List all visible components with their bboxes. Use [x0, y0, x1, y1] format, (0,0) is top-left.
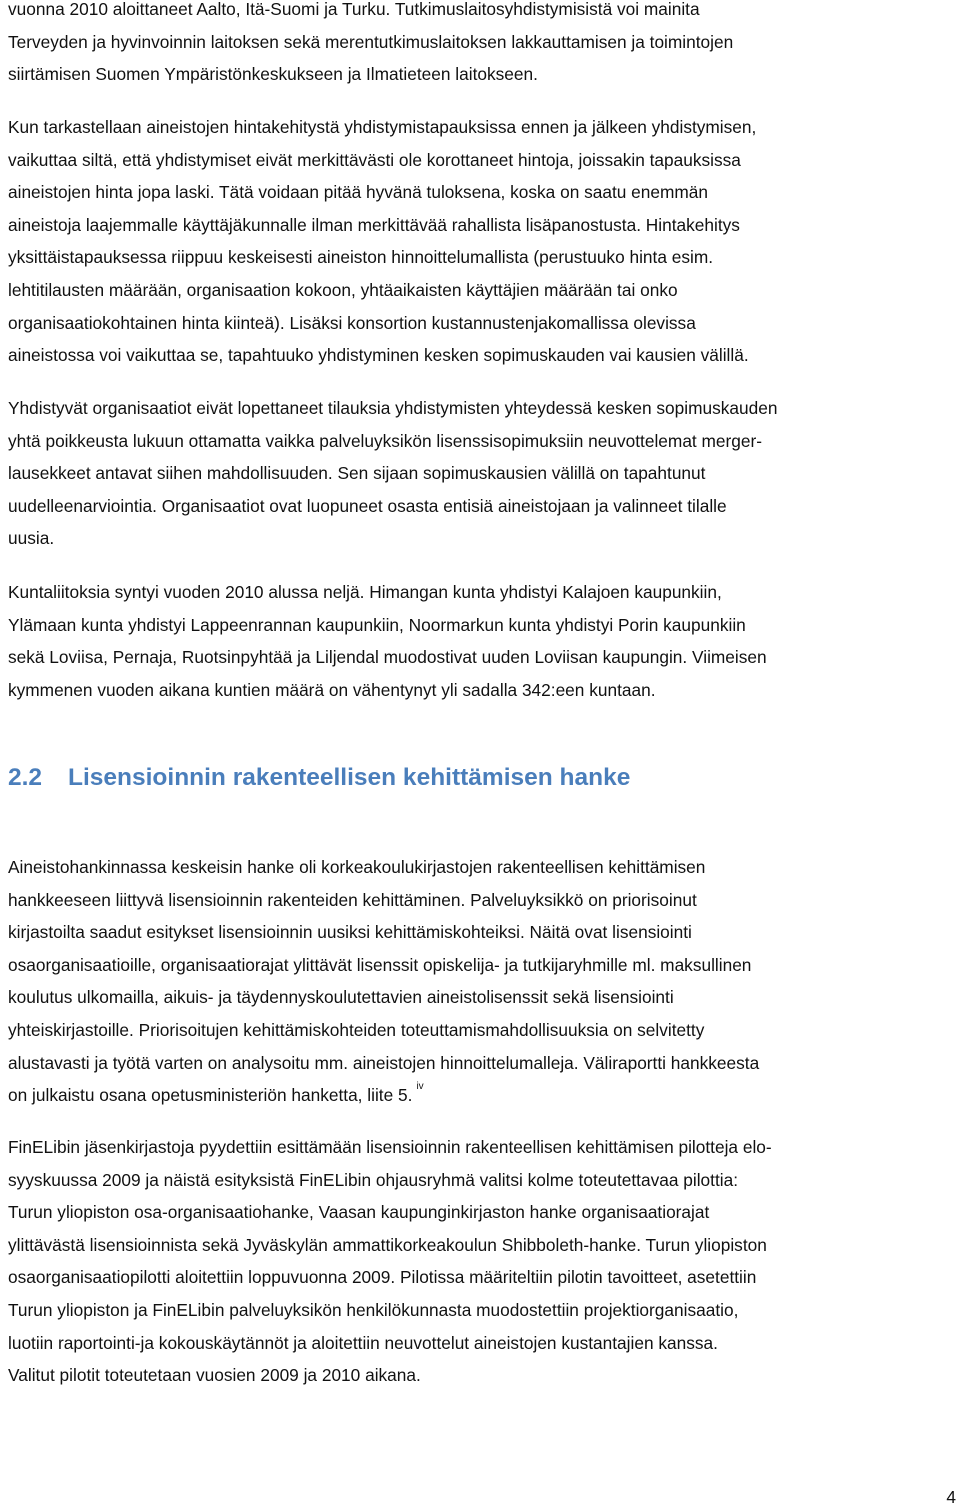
paragraph-mergers-intro [8, 0, 958, 91]
text-line: yhtä poikkeusta lukuun ottamatta vaikka palveluyksikön lisenssisopimuksiin neuvottelemat merger- [8, 430, 763, 451]
text-line: Kuntaliitoksia syntyi vuoden 2010 alussa neljä. Himangan kunta yhdistyi Kalajoen kaupunkiin, [8, 582, 722, 602]
text-line: organisaatiokohtainen hinta kiinteä). Lisäksi konsortion kustannustenjakomallissa olevissa [8, 312, 696, 333]
footnote-reference[interactable]: iv [416, 1081, 424, 1093]
text-line: aineistoja laajemmalle käyttäjäkunnalle ilman merkittävää rahallista lisäpanostusta. Hintakehitys [8, 214, 740, 235]
text-line: koulutus ulkomailla, aikuis- ja täydennyskoulutettavien aineistolisenssit sekä lisensiointi [8, 987, 674, 1008]
paragraph-pilots [8, 1131, 958, 1392]
text-line: yhteiskirjastoille. Priorisoitujen kehittämiskohteiden toteuttamismahdollisuuksia on selvitetty [8, 1019, 705, 1040]
paragraph-municipal-mergers [8, 576, 958, 706]
text-line: ylittävästä lisensioinnista sekä Jyväskylän ammattikorkeakoulun Shibboleth-hanke. Turun yliopiston [8, 1234, 767, 1255]
text-line: uusia. [8, 528, 55, 549]
text-line: lausekkeet antavat siihen mahdollisuuden. Sen sijaan sopimuskausien välillä on tapahtunut [8, 463, 706, 484]
section-number: 2.2 [8, 764, 43, 791]
text-line: kirjastoilta saadut esitykset lisensioinnin uusiksi kehittämiskohteiksi. Näitä ovat lisensiointi [8, 922, 692, 943]
text-line: aineistojen hinta jopa laski. Tätä voidaan pitää hyvänä tuloksena, koska on saatu enemmän [8, 182, 709, 203]
text-line: FinELibin jäsenkirjastoja pyydettiin esittämään lisensioinnin rakenteellisen kehittämisen pilotteja elo- [8, 1137, 772, 1157]
paragraph-subscriptions [8, 392, 958, 555]
text-line: vuonna 2010 aloittaneet Aalto, Itä-Suomi ja Turku. Tutkimuslaitosyhdistymisistä voi mainita [8, 0, 700, 19]
text-line [8, 1079, 958, 1112]
text-line: alustavasti ja työtä varten on analysoitu mm. aineistojen hinnoittelumalleja. Väliraportti hankkeesta [8, 1052, 760, 1073]
text-line: Ylämaan kunta yhdistyi Lappeenrannan kaupunkiin, Noormarkun kunta yhdistyi Porin kaupunkiin [8, 614, 746, 635]
text-line: syyskuussa 2009 ja näistä esityksistä FinELibin ohjausryhmä valitsi kolme toteutettavaa pilottia: [8, 1169, 739, 1190]
text-line: Turun yliopiston osa-organisaatiohanke, Vaasan kaupunginkirjaston hanke organisaatiorajat [8, 1202, 710, 1223]
text-line: Valitut pilotit toteutetaan vuosien 2009 ja 2010 aikana. [8, 1365, 421, 1386]
text-line: Yhdistyvät organisaatiot eivät lopettaneet tilauksia yhdistymisten yhteydessä kesken sopimuskauden [8, 398, 778, 418]
page-number: 4 [946, 1487, 956, 1507]
text-line: aineistossa voi vaikuttaa se, tapahtuuko yhdistyminen kesken sopimuskauden vai kausien välillä. [8, 345, 749, 366]
text-line: osaorganisaatiopilotti aloitettiin loppuvuonna 2009. Pilotissa määriteltiin pilotin tavoitteet, asetettiin [8, 1267, 757, 1288]
text-line: luotiin raportointi-ja kokouskäytännöt ja aloitettiin neuvottelut aineistojen kustantajien kanssa. [8, 1332, 718, 1353]
text-line: hankkeeseen liittyvä lisensioinnin rakenteiden kehittäminen. Palveluyksikkö on priorisoinut [8, 889, 697, 910]
text-line: osaorganisaatioille, organisaatiorajat ylittävät lisenssit opiskelija- ja tutkijaryhmille ml. maksullinen [8, 954, 752, 975]
text-line: kymmenen vuoden aikana kuntien määrä on vähentynyt yli sadalla 342:een kuntaan. [8, 679, 656, 700]
paragraph-price-development [8, 111, 958, 372]
text-line: sekä Loviisa, Pernaja, Ruotsinpyhtää ja Liljendal muodostivat uuden Loviisan kaupungin. Viimeisen [8, 647, 767, 668]
text-line: vaikuttaa siltä, että yhdistymiset eivät merkittävästi ole korottaneet hintoja, joissakin tapauksissa [8, 149, 741, 170]
text-line: Terveyden ja hyvinvoinnin laitoksen sekä merentutkimuslaitoksen lakkauttamisen ja toimintojen [8, 31, 734, 52]
text-line: Kun tarkastellaan aineistojen hintakehitystä yhdistymistapauksissa ennen ja jälkeen yhdistymisen, [8, 117, 757, 137]
text-line: uudelleenarviointia. Organisaatiot ovat luopuneet osasta entisiä aineistojaan ja valinneet tilalle [8, 495, 727, 516]
text-line: lehtitilausten määrään, organisaation kokoon, yhtäaikaisten käyttäjien määrään tai onko [8, 279, 678, 300]
text-line-content: on julkaistu osana opetusministeriön hanketta, liite 5. [8, 1085, 413, 1106]
text-line: Turun yliopiston ja FinELibin palveluyksikön henkilökunnasta muodostettiin projektiorganisaatio, [8, 1299, 739, 1320]
text-line: Aineistohankinnassa keskeisin hanke oli korkeakoulukirjastojen rakenteellisen kehittämisen [8, 857, 706, 877]
section-heading [8, 760, 630, 796]
paragraph-licensing-project [8, 851, 958, 1112]
section-title: Lisensioinnin rakenteellisen kehittämisen hanke [68, 764, 631, 791]
text-line: yksittäistapauksessa riippuu keskeisesti aineiston hinnoittelumallista (perustuuko hinta esim. [8, 247, 714, 268]
text-line: siirtämisen Suomen Ympäristönkeskukseen ja Ilmatieteen laitokseen. [8, 64, 538, 85]
